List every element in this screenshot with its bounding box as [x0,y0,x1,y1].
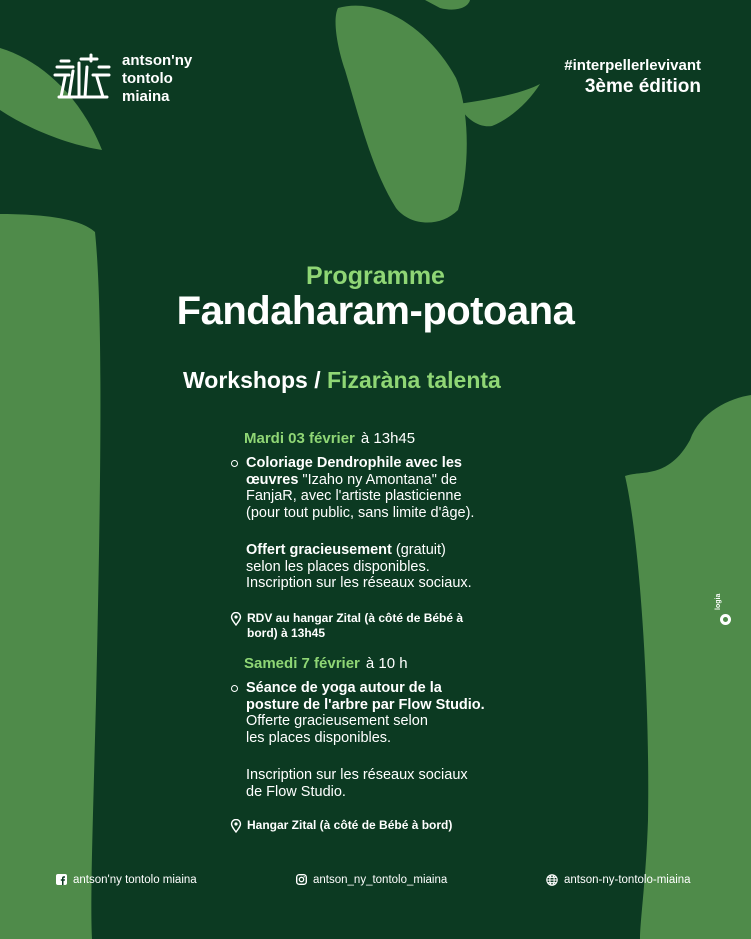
event-1-line2-rest: "Izaho ny Amontana" de [298,471,458,488]
side-credit-text: logia [715,593,722,610]
event-1-title-line1: Coloriage Dendrophile avec les [246,455,462,471]
location-pin-icon [230,819,242,833]
event-2-line3: Offerte gracieusement selon [246,713,428,729]
event-1-offer-bold: Offert gracieusement [246,542,392,558]
baobab-logo-icon [51,53,113,101]
event-1-line3: FanjaR, avec l'artiste plasticienne [246,488,462,504]
event-1-offer-line2: selon les places disponibles. [246,558,430,575]
event-2-line4: les places disponibles. [246,729,392,746]
event-2-title-line2: posture de l'arbre par Flow Studio. [246,696,485,713]
globe-icon [546,874,558,886]
brand-name-line3: miaina [122,88,170,105]
hashtag: #interpellerlevivant [564,57,701,74]
event-2-reg-line2: de Flow Studio. [246,783,346,800]
footer-website-text: antson-ny-tontolo-miaina [564,874,691,886]
event-1-offer-line3: Inscription sur les réseaux sociaux. [246,575,472,591]
edition-label: 3ème édition [584,76,701,97]
programme-kicker: Programme [306,262,445,290]
footer-facebook[interactable] [56,873,197,887]
bullet-icon [231,460,238,467]
credit-logo-icon [720,614,731,625]
event-2-location-line1: Hangar Zital (à côté de Bébé à bord) [247,818,453,832]
event-1-date-text: Mardi 03 février [244,430,355,447]
event-1-offer-line1 [246,542,546,559]
footer-instagram[interactable] [296,873,447,887]
event-2-location [247,818,452,833]
footer-facebook-text: antson'ny tontolo miaina [73,874,197,886]
event-1-offer [246,542,546,592]
section-heading-white: Workshops / [183,367,327,393]
facebook-icon [56,874,67,885]
footer-instagram-text: antson_ny_tontolo_miaina [313,874,448,886]
event-1-location [247,611,463,641]
side-credit [713,592,737,632]
event-1-offer-rest: (gratuit) [391,542,446,558]
event-1-line4: (pour tout public, sans limite d'âge). [246,504,475,521]
brand-name-line1: antson'ny [122,52,193,69]
page-title: Fandaharam-potoana [176,289,575,333]
brand-name-line2: tontolo [122,70,173,87]
event-1-time: à 13h45 [360,430,416,447]
section-heading [183,366,501,394]
event-1-description [246,455,546,521]
event-2-title-line1: Séance de yoga autour de la [246,680,442,696]
instagram-icon [296,874,307,885]
footer-website[interactable] [546,873,691,887]
event-2-description [246,680,546,746]
location-pin-icon [230,612,242,626]
event-2-date-text: Samedi 7 février [244,655,360,672]
event-2-time: à 10 h [365,655,408,672]
event-1-line2 [246,472,546,489]
event-1-date [244,430,415,448]
event-1-location-line2: bord) à 13h45 [247,626,326,640]
brand-name [122,52,192,106]
event-2-date [244,655,408,673]
event-2-reg-line1: Inscription sur les réseaux sociaux [246,767,468,783]
event-1-location-line1: RDV au hangar Zital (à côté de Bébé à [247,611,464,625]
event-1-title-line2: œuvres [246,471,299,488]
event-2-registration [246,767,546,800]
section-heading-green: Fizaràna talenta [327,367,501,393]
bullet-icon [231,685,238,692]
